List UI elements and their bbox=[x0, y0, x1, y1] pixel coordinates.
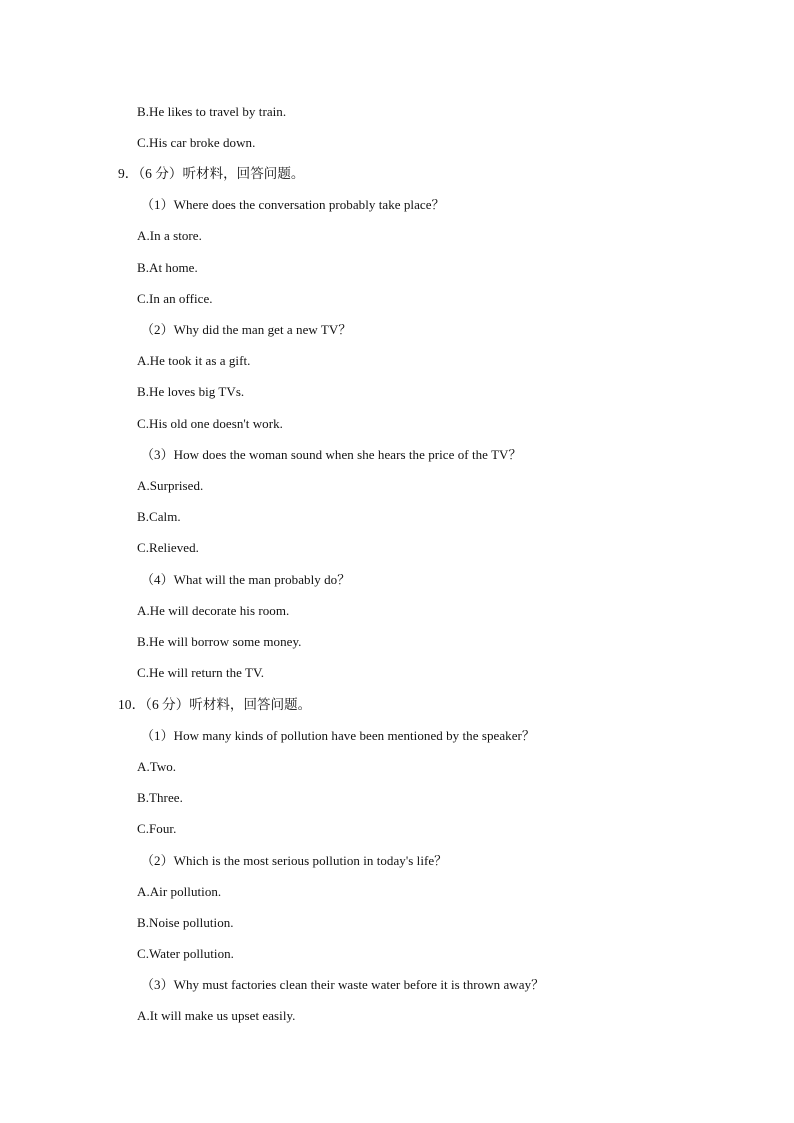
option-9-2-b: B.He loves big TVs. bbox=[137, 384, 245, 399]
option-10-1-b: B.Three. bbox=[137, 790, 183, 805]
option-10-2-a: A.Air pollution. bbox=[137, 884, 222, 899]
question-9-4: （4）What will the man probably do？ bbox=[141, 572, 351, 587]
option-10-2-b: B.Noise pollution. bbox=[137, 915, 234, 930]
option-9-2-a: A.He took it as a gift. bbox=[137, 353, 251, 368]
option-9-4-c: C.He will return the TV. bbox=[137, 665, 265, 680]
option-10-2-c: C.Water pollution. bbox=[137, 946, 234, 961]
option-9-1-a: A.In a store. bbox=[137, 228, 202, 243]
option-9-2-c: C.His old one doesn't work. bbox=[137, 416, 283, 431]
option-9-1-b: B.At home. bbox=[137, 260, 198, 275]
question-10-3: （3）Why must factories clean their waste water before it is thrown away？ bbox=[141, 977, 545, 992]
question-10-1: （1）How many kinds of pollution have been mentioned by the speaker？ bbox=[141, 728, 535, 743]
option-10-3-a: A.It will make us upset easily. bbox=[137, 1008, 296, 1023]
question-9-2: （2）Why did the man get a new TV？ bbox=[141, 322, 352, 337]
option-9-1-c: C.In an office. bbox=[137, 291, 213, 306]
option-10-1-a: A.Two. bbox=[137, 759, 177, 774]
question-9-1: （1）Where does the conversation probably take place？ bbox=[141, 197, 445, 212]
option-9-3-a: A.Surprised. bbox=[137, 478, 204, 493]
option-q8-c: C.His car broke down. bbox=[137, 135, 256, 150]
option-9-3-c: C.Relieved. bbox=[137, 540, 199, 555]
question-9-header: 9．（6 分）听材料，回答问题。 bbox=[118, 166, 305, 181]
question-9-3: （3）How does the woman sound when she hears the price of the TV？ bbox=[141, 447, 522, 462]
option-10-1-c: C.Four. bbox=[137, 821, 177, 836]
option-9-3-b: B.Calm. bbox=[137, 509, 181, 524]
option-9-4-b: B.He will borrow some money. bbox=[137, 634, 302, 649]
question-10-header: 10．（6 分）听材料，回答问题。 bbox=[118, 697, 312, 712]
option-q8-b: B.He likes to travel by train. bbox=[137, 104, 287, 119]
option-9-4-a: A.He will decorate his room. bbox=[137, 603, 290, 618]
question-10-2: （2）Which is the most serious pollution in today's life？ bbox=[141, 853, 448, 868]
